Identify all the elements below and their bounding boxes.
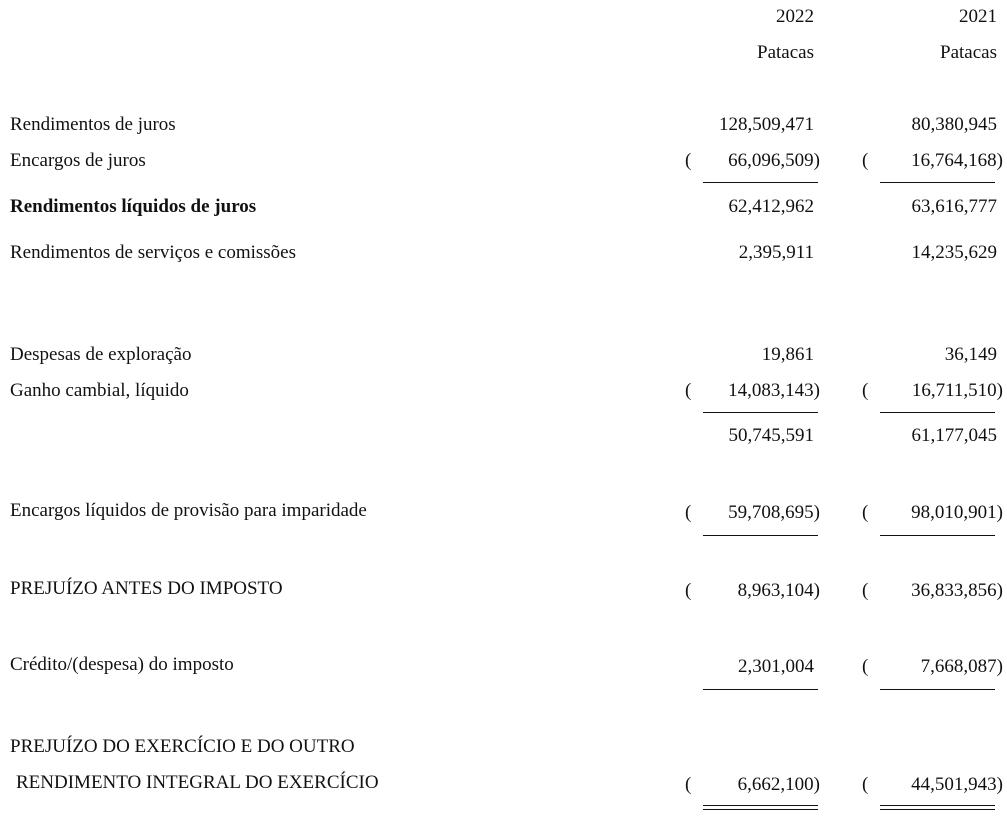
interest-expense-2022-open-paren: ( (685, 150, 692, 171)
double-underline-2022-top (703, 805, 818, 806)
impairment-2021-open-paren: ( (862, 502, 869, 523)
fee-income-2021: 14,235,629 (911, 242, 997, 263)
net-interest-income-2022: 62,412,962 (728, 196, 814, 217)
fx-gain-2021-open-paren: ( (862, 380, 869, 401)
loss-for-year-2021: 44,501,943) (911, 774, 1003, 795)
underline-2022 (703, 182, 818, 183)
fx-gain-2022-open-paren: ( (685, 380, 692, 401)
interest-expense-2021-open-paren: ( (862, 150, 869, 171)
net-interest-income-2021: 63,616,777 (911, 196, 997, 217)
impairment-2021: 98,010,901) (911, 502, 1003, 523)
double-underline-2022-bottom (703, 809, 818, 810)
interest-expense-label: Encargos de juros (10, 150, 146, 171)
fee-income-2022: 2,395,911 (738, 242, 814, 263)
interest-expense-2021: 16,764,168) (911, 150, 1003, 171)
loss-for-year-2022: 6,662,100) (737, 774, 820, 795)
impairment-2022: 59,708,695) (728, 502, 820, 523)
loss-before-tax-2021-open-paren: ( (862, 580, 869, 601)
underline-2022 (703, 412, 818, 413)
tax-2021-open-paren: ( (862, 656, 869, 677)
loss-before-tax-2021: 36,833,856) (911, 580, 1003, 601)
subtotal-2021: 61,177,045 (911, 425, 997, 446)
loss-for-year-label-line1: PREJUÍZO DO EXERCÍCIO E DO OUTRO (10, 736, 355, 757)
loss-before-tax-label: PREJUÍZO ANTES DO IMPOSTO (10, 578, 283, 599)
interest-income-2022: 128,509,471 (719, 114, 814, 135)
unit-2022-header: Patacas (757, 42, 814, 63)
loss-for-year-2021-open-paren: ( (862, 774, 869, 795)
operating-expenses-label: Despesas de exploração (10, 344, 192, 365)
underline-2022 (703, 689, 818, 690)
tax-label: Crédito/(despesa) do imposto (10, 654, 234, 675)
loss-before-tax-2022: 8,963,104) (737, 580, 820, 601)
operating-expenses-2021: 36,149 (944, 344, 997, 365)
year-2021-header: 2021 (959, 6, 997, 27)
double-underline-2021-top (880, 805, 995, 806)
underline-2021 (880, 535, 995, 536)
net-interest-income-label: Rendimentos líquidos de juros (10, 196, 257, 217)
interest-income-label: Rendimentos de juros (10, 114, 176, 135)
underline-2021 (880, 412, 995, 413)
interest-income-2021: 80,380,945 (911, 114, 997, 135)
subtotal-2022: 50,745,591 (728, 425, 814, 446)
double-underline-2021-bottom (880, 809, 995, 810)
loss-before-tax-2022-open-paren: ( (685, 580, 692, 601)
fee-income-label: Rendimentos de serviços e comissões (10, 242, 297, 263)
loss-for-year-2022-open-paren: ( (685, 774, 692, 795)
impairment-label: Encargos líquidos de provisão para imparidade (10, 500, 367, 521)
fx-gain-label: Ganho cambial, líquido (10, 380, 189, 401)
fx-gain-2022: 14,083,143) (728, 380, 820, 401)
operating-expenses-2022: 19,861 (761, 344, 814, 365)
underline-2022 (703, 535, 818, 536)
year-2022-header: 2022 (776, 6, 814, 27)
unit-2021-header: Patacas (940, 42, 997, 63)
underline-2021 (880, 689, 995, 690)
fx-gain-2021: 16,711,510) (911, 380, 1003, 401)
interest-expense-2022: 66,096,509) (728, 150, 820, 171)
underline-2021 (880, 182, 995, 183)
impairment-2022-open-paren: ( (685, 502, 692, 523)
tax-2022: 2,301,004 (738, 656, 814, 677)
loss-for-year-label-line2: RENDIMENTO INTEGRAL DO EXERCÍCIO (16, 772, 379, 793)
tax-2021: 7,668,087) (920, 656, 1003, 677)
